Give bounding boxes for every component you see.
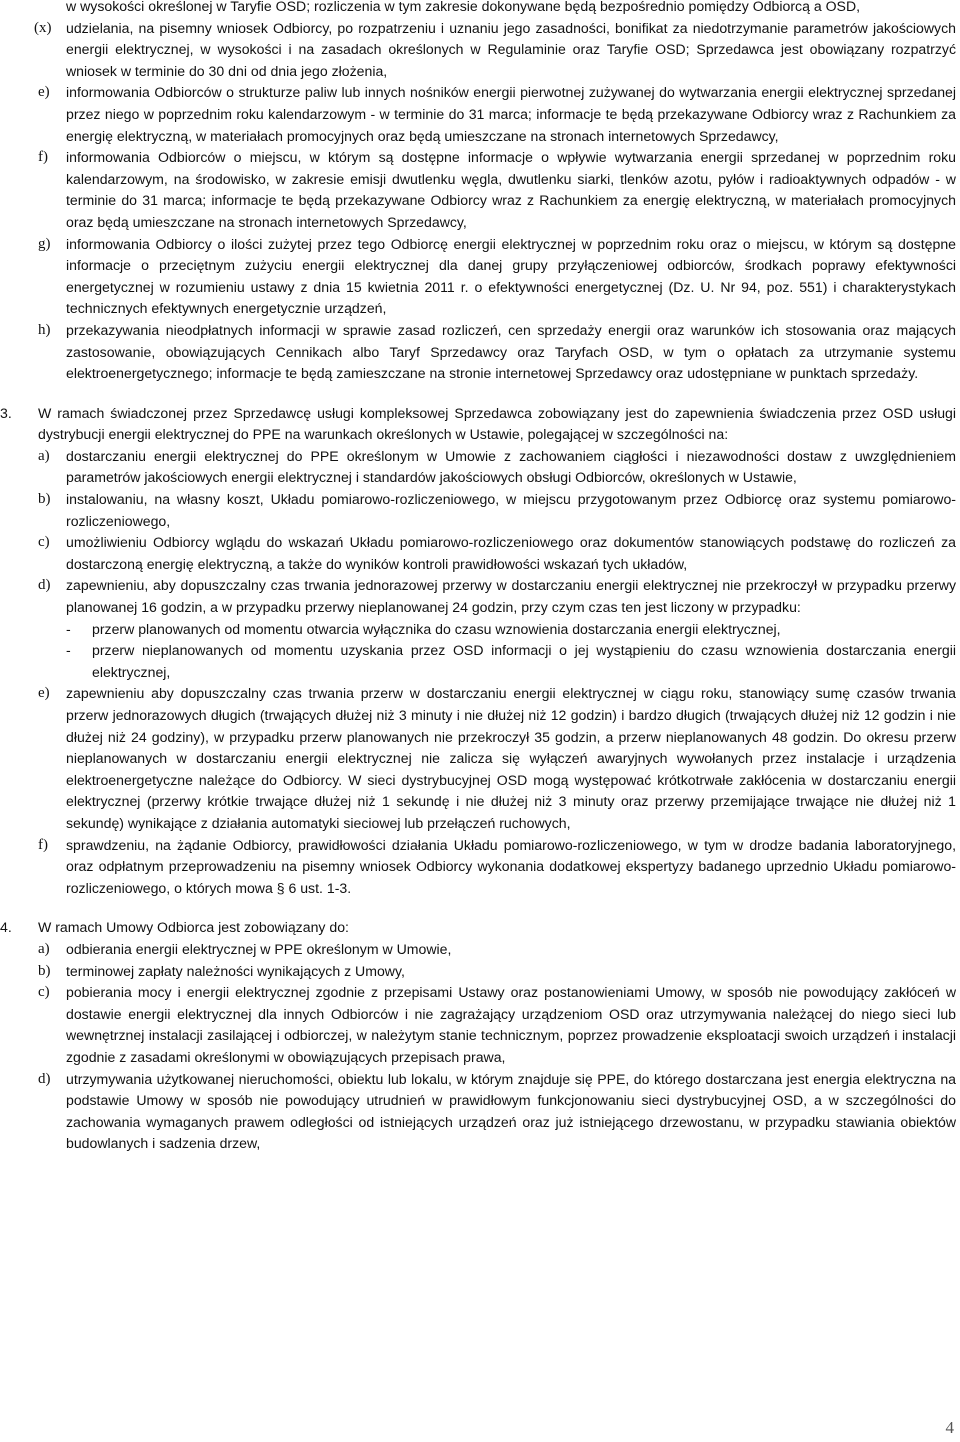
section-number: 3. <box>0 404 12 421</box>
item-text: udzielania, na pisemny wniosek Odbiorcy, po rozpatrzeniu i uznaniu jego zasadności, bonifikat za niedotrzymanie parametrów jakościowych energii elektrycznej, w wysokości i na zasadach określonych w Regulaminie oraz Taryfie OSD; Sprzedawca jest obowiązany rozpatrzyć wniosek w terminie do 30 dni od dnia jego złożenia, <box>66 19 956 79</box>
section-4 <box>0 917 960 939</box>
item-label: d) <box>38 1070 51 1087</box>
list-item-4a <box>0 939 960 961</box>
item-label: c) <box>38 534 50 551</box>
dash-text: przerw planowanych od momentu otwarcia wyłącznika do czasu wznowienia dostarczania energii elektrycznej, <box>92 620 781 637</box>
item-label: d) <box>38 577 51 594</box>
item-label: e) <box>38 685 50 702</box>
list-item-3d <box>0 575 960 618</box>
item-text: zapewnieniu aby dopuszczalny czas trwania przerw w dostarczaniu energii elektrycznej w ciągu roku, stanowiący sumę czasów trwania przerw jednorazowych długich (trwających dłużej niż 3 minuty i nie dłużej niż 12 godzin) i bardzo długich (trwających dłużej niż 12 godzin i nie dłużej niż 24 godziny), w przypadku przerw planowanych nie przekroczył 35 godzin, a przerw nieplanowanych 48 godzin. Do okresu przerw nieplanowanych w dostarczaniu energii elektrycznej nie zalicza się wyłączeń awaryjnych wywołanych przez instalacje i urządzenia elektroenergetyczne należące do Odbiorcy. W sieci dystrybucyjnej OSD mogą występować krótkotrwałe zakłócenia w dostarczaniu energii elektrycznej (przerwy krótkie trwające dłużej niż 1 sekundę i nie dłużej niż 3 minuty oraz przerwy przemijające trwające nie dłużej niż 1 sekundę) wynikające z działania automatyki sieciowej lub przełączeń ruchowych, <box>66 685 956 831</box>
item-text: terminowej zapłaty należności wynikających z Umowy, <box>66 962 405 979</box>
page-number: 4 <box>945 1418 954 1437</box>
item-text: umożliwieniu Odbiorcy wglądu do wskazań Układu pomiarowo-rozliczeniowego oraz dokumentów stanowiących podstawę do rozliczeń za dostarczoną energię elektryczną, a także do wyników kontroli prawidłowości wskazań tych układów, <box>66 534 956 572</box>
list-item-g <box>0 234 960 320</box>
list-item-f <box>0 147 960 233</box>
list-item-x <box>0 18 960 83</box>
section-intro: W ramach świadczonej przez Sprzedawcę usługi kompleksowej Sprzedawca zobowiązany jest do zapewnienia świadczenia przez OSD usługi dystrybucji energii elektrycznej do PPE na warunkach określonych w Ustawie, polegającej w szczególności na: <box>38 404 956 443</box>
list-item-3c <box>0 532 960 575</box>
list-item-3e <box>0 683 960 834</box>
item-text: przekazywania nieodpłatnych informacji w sprawie zasad rozliczeń, cen sprzedaży energii oraz warunków ich stosowania oraz mających zastosowanie, obowiązujących Cennikach albo Taryf Sprzedawcy oraz Taryfach OSD, w tym o opłatach za utrzymanie systemu elektroenergetycznego; informacje te będą zamieszczane na stronie internetowej Sprzedawcy oraz udostępniane w punktach sprzedaży. <box>66 321 956 382</box>
item-label: f) <box>38 149 48 166</box>
item-text: zapewnieniu, aby dopuszczalny czas trwania jednorazowej przerwy w dostarczaniu energii elektrycznej nie przekroczył w przypadku przerwy planowanej 16 godzin, a w przypadku przerwy nieplanowanej 24 godzin, przy czym czas ten jest liczony w przypadku: <box>66 577 956 616</box>
item-label: a) <box>38 940 50 957</box>
item-text: instalowaniu, na własny koszt, Układu pomiarowo-rozliczeniowego, w miejscu przygotowanym przez Odbiorcę oraz systemu pomiarowo-rozliczeniowego, <box>66 491 956 529</box>
dash-item-2 <box>0 640 960 683</box>
item-text: sprawdzeniu, na żądanie Odbiorcy, prawidłowości działania Układu pomiarowo-rozliczeniowego, w tym w drodze badania laboratoryjnego, oraz odpłatnym przeprowadzeniu na pisemny wniosek Odbiorcy wykonania dodatkowej ekspertyzy badanego uprzednio Układu pomiarowo-rozliczeniowego, o których mowa § 6 ust. 1-3. <box>66 836 956 896</box>
item-text: dostarczaniu energii elektrycznej do PPE określonym w Umowie z zachowaniem ciągłości i niezawodności dostaw z uwzględnieniem parametrów jakościowych energii elektrycznej i standardów jakościowych obsługi Odbiorców, określonych w Ustawie, <box>66 447 956 486</box>
list-item-e <box>0 82 960 147</box>
item-text: informowania Odbiorców o miejscu, w którym są dostępne informacje o wpływie wytwarzania energii sprzedanej w poprzednim roku kalendarzowym, na środowisko, w zakresie emisji dwutlenku węgla, dwutlenku siarki, tlenków azotu, pyłów i radioaktywnych odpadów - w terminie do 31 marca; informacje te będą przekazywane Odbiorcy wraz z Rachunkiem za energię elektryczną, w materiałach promocyjnych oraz będą umieszczane na stronach internetowych Sprzedawcy, <box>66 149 956 230</box>
item-text: pobierania mocy i energii elektrycznej zgodnie z przepisami Ustawy oraz postanowieniami Umowy, w sposób nie powodujący zakłóceń w dostawie energii elektrycznej dla innych Odbiorców i nie zagrażający urządzeniom OSD oraz utrzymywania należącej do niego sieci lub wewnętrznej instalacji zasilającej i odbiorczej, w należytym stanie technicznym, poprzez prowadzenie eksploatacji swoich urządzeń i instalacji zgodnie z zasadami określonymi w obowiązujących przepisach prawa, <box>66 984 956 1065</box>
section-3 <box>0 403 960 446</box>
item-text: informowania Odbiorcy o ilości zużytej przez tego Odbiorcę energii elektrycznej w poprzednim roku oraz o miejscu, w którym są dostępne informacje o przeciętnym zużyciu energii elektrycznej dla danej grupy przyłączeniowej odbiorców, środkach poprawy efektywności energetycznej w rozumieniu ustawy z dnia 15 kwietnia 2011 r. o efektywności energetycznej (Dz. U. Nr 94, poz. 551) i charakterystykach technicznych efektywnych energetycznie urządzeń, <box>66 235 956 317</box>
list-item-h <box>0 320 960 385</box>
item-text: informowania Odbiorców o strukturze paliw lub innych nośników energii pierwotnej zużywanej do wytwarzania energii elektrycznej sprzedanej przez niego w poprzednim roku kalendarzowym - w terminie do 31 marca; informacje te będą przekazywane Odbiorcy wraz z Rachunkiem za energię elektryczną, w materiałach promocyjnych oraz będą umieszczane na stronach internetowych Sprzedawcy, <box>66 84 956 144</box>
section-intro: W ramach Umowy Odbiorca jest zobowiązany do: <box>38 919 349 936</box>
list-item-w-continuation <box>0 0 960 18</box>
item-label: g) <box>38 235 51 252</box>
item-label: h) <box>38 321 51 338</box>
item-label: b) <box>38 962 51 979</box>
item-label: c) <box>38 984 50 1001</box>
item-label: f) <box>38 836 48 853</box>
item-label: e) <box>38 84 50 101</box>
list-item-3b <box>0 489 960 532</box>
dash-item-1 <box>0 619 960 641</box>
list-item-3a <box>0 446 960 489</box>
section-number: 4. <box>0 919 12 936</box>
list-item-4c <box>0 982 960 1068</box>
list-item-3f <box>0 835 960 900</box>
dash-mark: - <box>66 620 71 637</box>
item-text: utrzymywania użytkowanej nieruchomości, obiektu lub lokalu, w którym znajduje się PPE, do którego dostarczana jest energia elektryczna na podstawie Umowy w sposób nie powodujący utrudnień w prawidłowym funkcjonowaniu sieci dystrybucyjnej OSD, a w szczególności do zachowania wymaganych prawem odległości od istniejących urządzeń oraz już istniejącego drzewostanu, w przypadku stawiania obiektów budowlanych i sadzenia drzew, <box>66 1070 956 1152</box>
item-text: w wysokości określonej w Taryfie OSD; rozliczenia w tym zakresie dokonywane będą bezpośrednio pomiędzy Odbiorcą a OSD, <box>66 0 861 14</box>
item-text: odbierania energii elektrycznej w PPE określonym w Umowie, <box>66 940 452 957</box>
item-label: (x) <box>34 19 52 36</box>
list-item-4b <box>0 961 960 983</box>
item-label: a) <box>38 447 50 464</box>
dash-text: przerw nieplanowanych od momentu uzyskania przez OSD informacji o jej wystąpieniu do czasu wznowienia dostarczania energii elektrycznej, <box>92 642 956 680</box>
item-label: b) <box>38 491 51 508</box>
dash-mark: - <box>66 642 71 659</box>
list-item-4d <box>0 1069 960 1155</box>
